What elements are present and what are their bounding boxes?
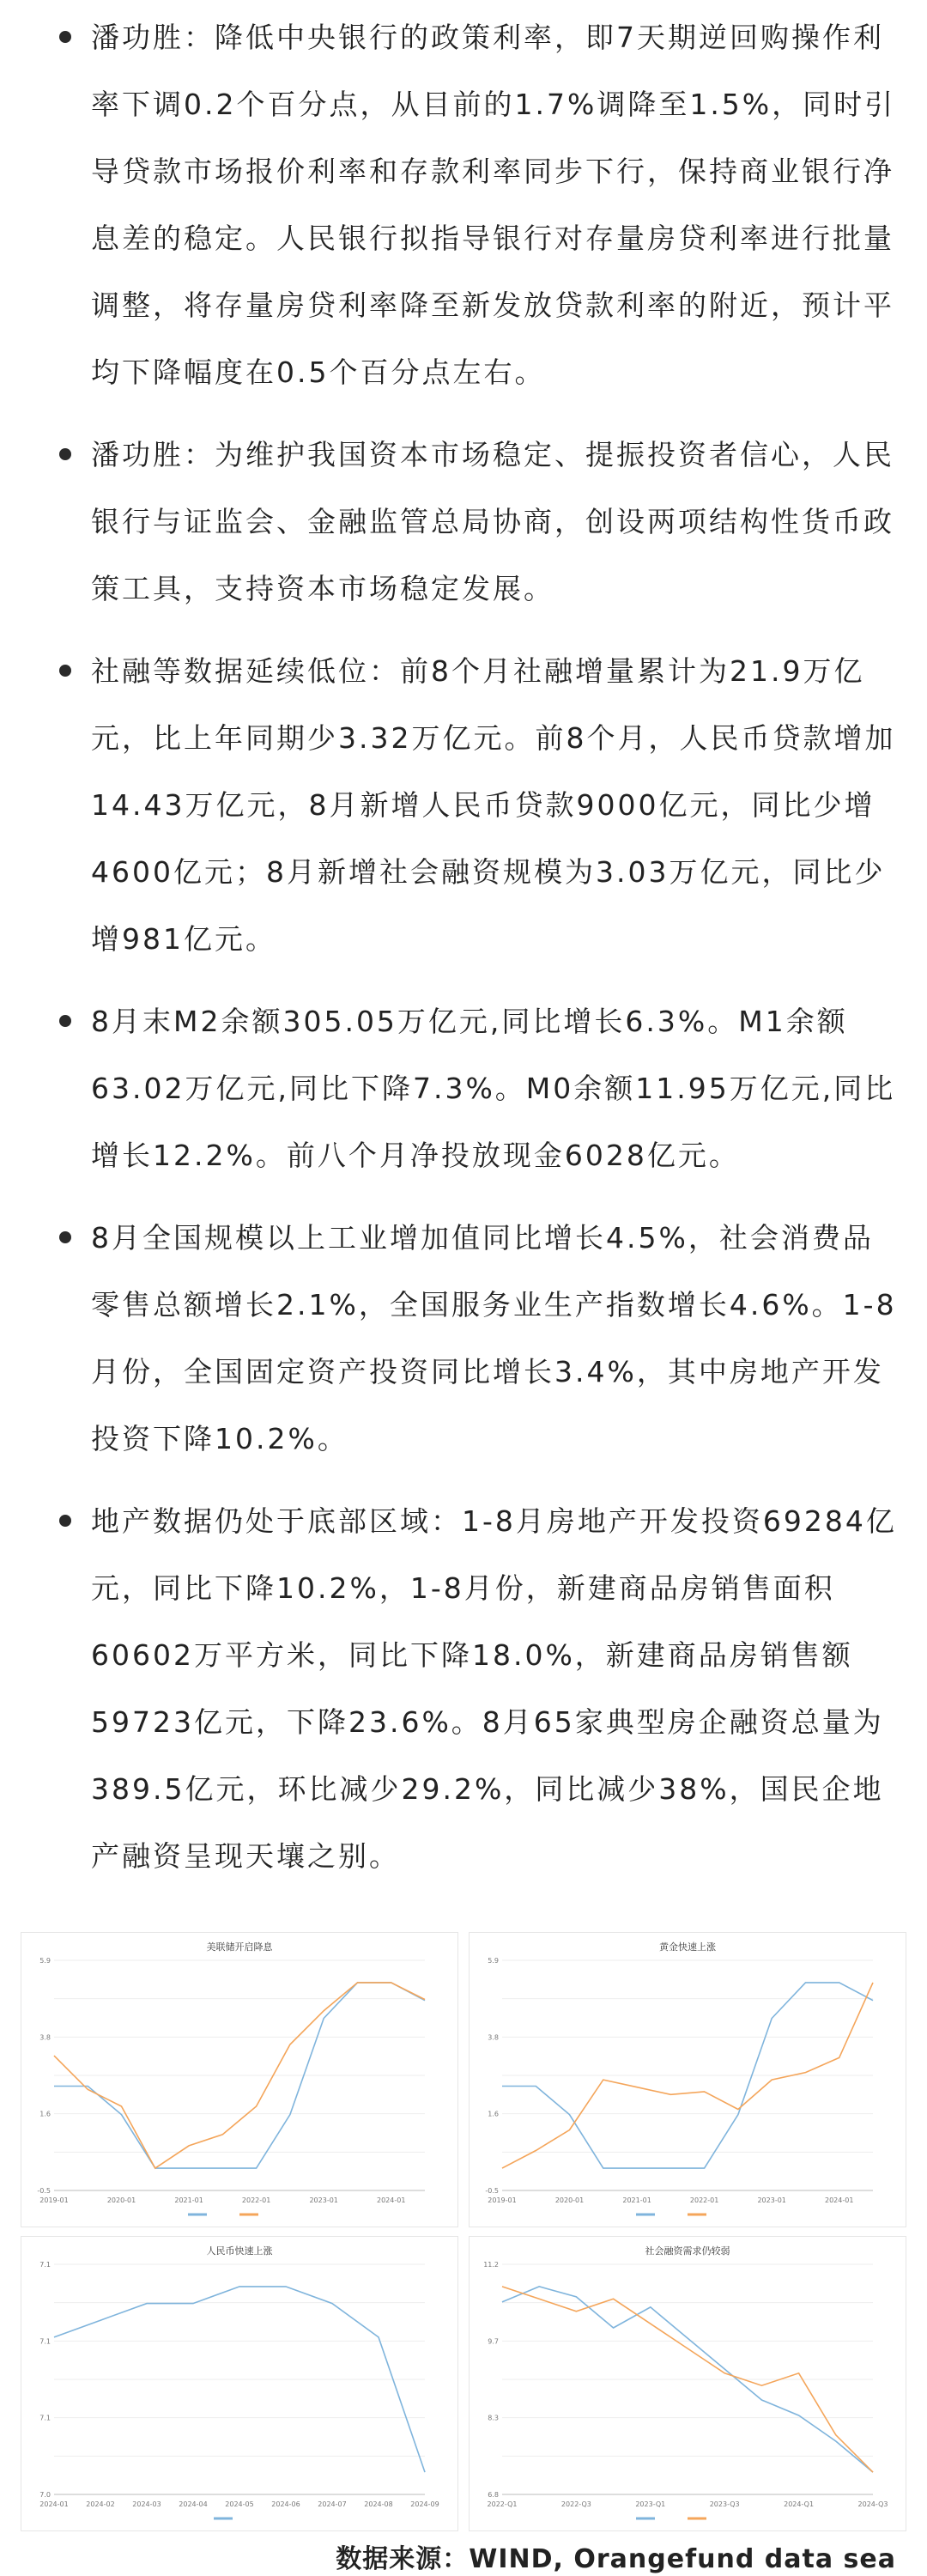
x-tick-label: 2024-05 bbox=[225, 2500, 254, 2508]
chart-panel-financing bbox=[469, 2236, 906, 2531]
x-tick-label: 2024-07 bbox=[318, 2500, 347, 2508]
chart-grid bbox=[21, 1932, 906, 2533]
x-tick-label: 2023-Q3 bbox=[709, 2500, 740, 2508]
chart-rmb bbox=[21, 2237, 457, 2530]
bullet-item-capital-market bbox=[0, 422, 927, 623]
y-tick-label: 7.0 bbox=[39, 2491, 51, 2499]
x-tick-label: 2022-Q1 bbox=[487, 2500, 518, 2508]
bullet-item-real-estate bbox=[0, 1488, 927, 1890]
bullet-text: 潘功胜：为维护我国资本市场稳定、提振投资者信心，人民银行与证监会、金融监管总局协商，创设两项结构性货币政策工具，支持资本市场稳定发展。 bbox=[91, 438, 894, 605]
bullet-dot-icon bbox=[59, 1015, 71, 1027]
chart-fed-rate bbox=[21, 1933, 457, 2227]
bullet-list bbox=[0, 4, 927, 1890]
x-tick-label: 2024-03 bbox=[132, 2500, 161, 2508]
x-tick-label: 2022-01 bbox=[241, 2196, 271, 2204]
y-tick-label: 9.7 bbox=[488, 2337, 499, 2346]
bullet-text: 8月全国规模以上工业增加值同比增长4.5%，社会消费品零售总额增长2.1%，全国服务业生产指数增长4.6%。1-8月份，全国固定资产投资同比增长3.4%，其中房地产开发投资下降10.2%。 bbox=[91, 1221, 897, 1455]
x-tick-label: 2024-04 bbox=[179, 2500, 208, 2508]
y-tick-label: 7.1 bbox=[39, 2261, 51, 2269]
x-tick-label: 2020-01 bbox=[554, 2196, 585, 2204]
x-tick-label: 2019-01 bbox=[488, 2196, 517, 2204]
chart-financing bbox=[470, 2237, 906, 2530]
chart-title: 社会融资需求仍较弱 bbox=[645, 2245, 730, 2257]
y-tick-label: 5.9 bbox=[39, 1957, 51, 1965]
x-tick-label: 2020-01 bbox=[106, 2196, 136, 2204]
y-tick-label: 3.8 bbox=[488, 2033, 499, 2042]
bullet-dot-icon bbox=[59, 1515, 71, 1527]
x-tick-label: 2023-Q1 bbox=[635, 2500, 666, 2508]
bullet-item-social-financing bbox=[0, 638, 927, 973]
bullet-text: 地产数据仍处于底部区域：1-8月房地产开发投资69284亿元，同比下降10.2%，1-8月份，新建商品房销售面积60602万平方米，同比下降18.0%，新建商品房销售额59723亿元，下降23.6%。8月65家典型房企融资总量为389.5亿元，环比减少29.2%，同比减少38%，国民企地产融资呈现天壤之别。 bbox=[91, 1504, 897, 1873]
x-tick-label: 2021-01 bbox=[174, 2196, 203, 2204]
y-tick-label: -0.5 bbox=[485, 2187, 499, 2195]
bullet-item-money-supply bbox=[0, 988, 927, 1189]
bullet-text: 潘功胜：降低中央银行的政策利率，即7天期逆回购操作利率下调0.2个百分点，从目前的1.7%调降至1.5%，同时引导贷款市场报价利率和存款利率同步下行，保持商业银行净息差的稳定。人民银行拟指导银行对存量房贷利率进行批量调整，将存量房贷利率降至新发放贷款利率的附近，预计平均下降幅度在0.5个百分点左右。 bbox=[91, 21, 896, 389]
y-tick-label: 7.1 bbox=[39, 2337, 51, 2346]
bullet-dot-icon bbox=[59, 1231, 71, 1243]
bullet-dot-icon bbox=[59, 31, 71, 43]
bullet-text: 8月末M2余额305.05万亿元,同比增长6.3%。M1余额63.02万亿元,同比下降7.3%。M0余额11.95万亿元,同比增长12.2%。前八个月净投放现金6028亿元。 bbox=[91, 1005, 896, 1172]
chart-title: 美联储开启降息 bbox=[206, 1941, 273, 1953]
x-tick-label: 2024-09 bbox=[410, 2500, 439, 2508]
x-tick-label: 2024-08 bbox=[364, 2500, 393, 2508]
x-tick-label: 2024-01 bbox=[377, 2196, 406, 2204]
y-tick-label: 3.8 bbox=[39, 2033, 51, 2042]
bullet-dot-icon bbox=[59, 665, 71, 677]
x-tick-label: 2021-01 bbox=[622, 2196, 651, 2204]
y-tick-label: 8.3 bbox=[488, 2414, 499, 2422]
chart-title: 人民币快速上涨 bbox=[206, 2245, 273, 2257]
x-tick-label: 2023-01 bbox=[309, 2196, 338, 2204]
bullet-item-industrial bbox=[0, 1205, 927, 1473]
y-tick-label: 5.9 bbox=[488, 1957, 499, 1965]
x-tick-label: 2024-Q3 bbox=[857, 2500, 888, 2508]
y-tick-label: 11.2 bbox=[483, 2261, 499, 2269]
x-tick-label: 2024-Q1 bbox=[784, 2500, 815, 2508]
chart-panel-rmb bbox=[21, 2236, 458, 2531]
chart-gold bbox=[470, 1933, 906, 2227]
y-tick-label: 7.1 bbox=[39, 2414, 51, 2422]
bullet-item-policy-rate bbox=[0, 4, 927, 406]
y-tick-label: -0.5 bbox=[37, 2187, 51, 2195]
chart-panel-fed-rate bbox=[21, 1932, 458, 2227]
x-tick-label: 2024-01 bbox=[825, 2196, 854, 2204]
x-tick-label: 2022-Q3 bbox=[560, 2500, 591, 2508]
chart-title: 黄金快速上涨 bbox=[659, 1941, 716, 1953]
data-source-caption: 数据来源：WIND, Orangefund data sea bbox=[336, 2544, 896, 2574]
y-tick-label: 1.6 bbox=[488, 2110, 499, 2118]
x-tick-label: 2022-01 bbox=[689, 2196, 719, 2204]
y-tick-label: 6.8 bbox=[488, 2491, 499, 2499]
x-tick-label: 2024-06 bbox=[271, 2500, 300, 2508]
chart-panel-gold bbox=[469, 1932, 906, 2227]
bullet-text: 社融等数据延续低位：前8个月社融增量累计为21.9万亿元，比上年同期少3.32万亿元。前8个月，人民币贷款增加14.43万亿元，8月新增人民币贷款9000亿元，同比少增4600亿元；8月新增社会融资规模为3.03万亿元，同比少增981亿元。 bbox=[91, 654, 896, 956]
x-tick-label: 2023-01 bbox=[757, 2196, 786, 2204]
bullet-dot-icon bbox=[59, 448, 71, 460]
x-tick-label: 2024-02 bbox=[86, 2500, 115, 2508]
x-tick-label: 2024-01 bbox=[39, 2500, 69, 2508]
x-tick-label: 2019-01 bbox=[39, 2196, 69, 2204]
y-tick-label: 1.6 bbox=[39, 2110, 51, 2118]
